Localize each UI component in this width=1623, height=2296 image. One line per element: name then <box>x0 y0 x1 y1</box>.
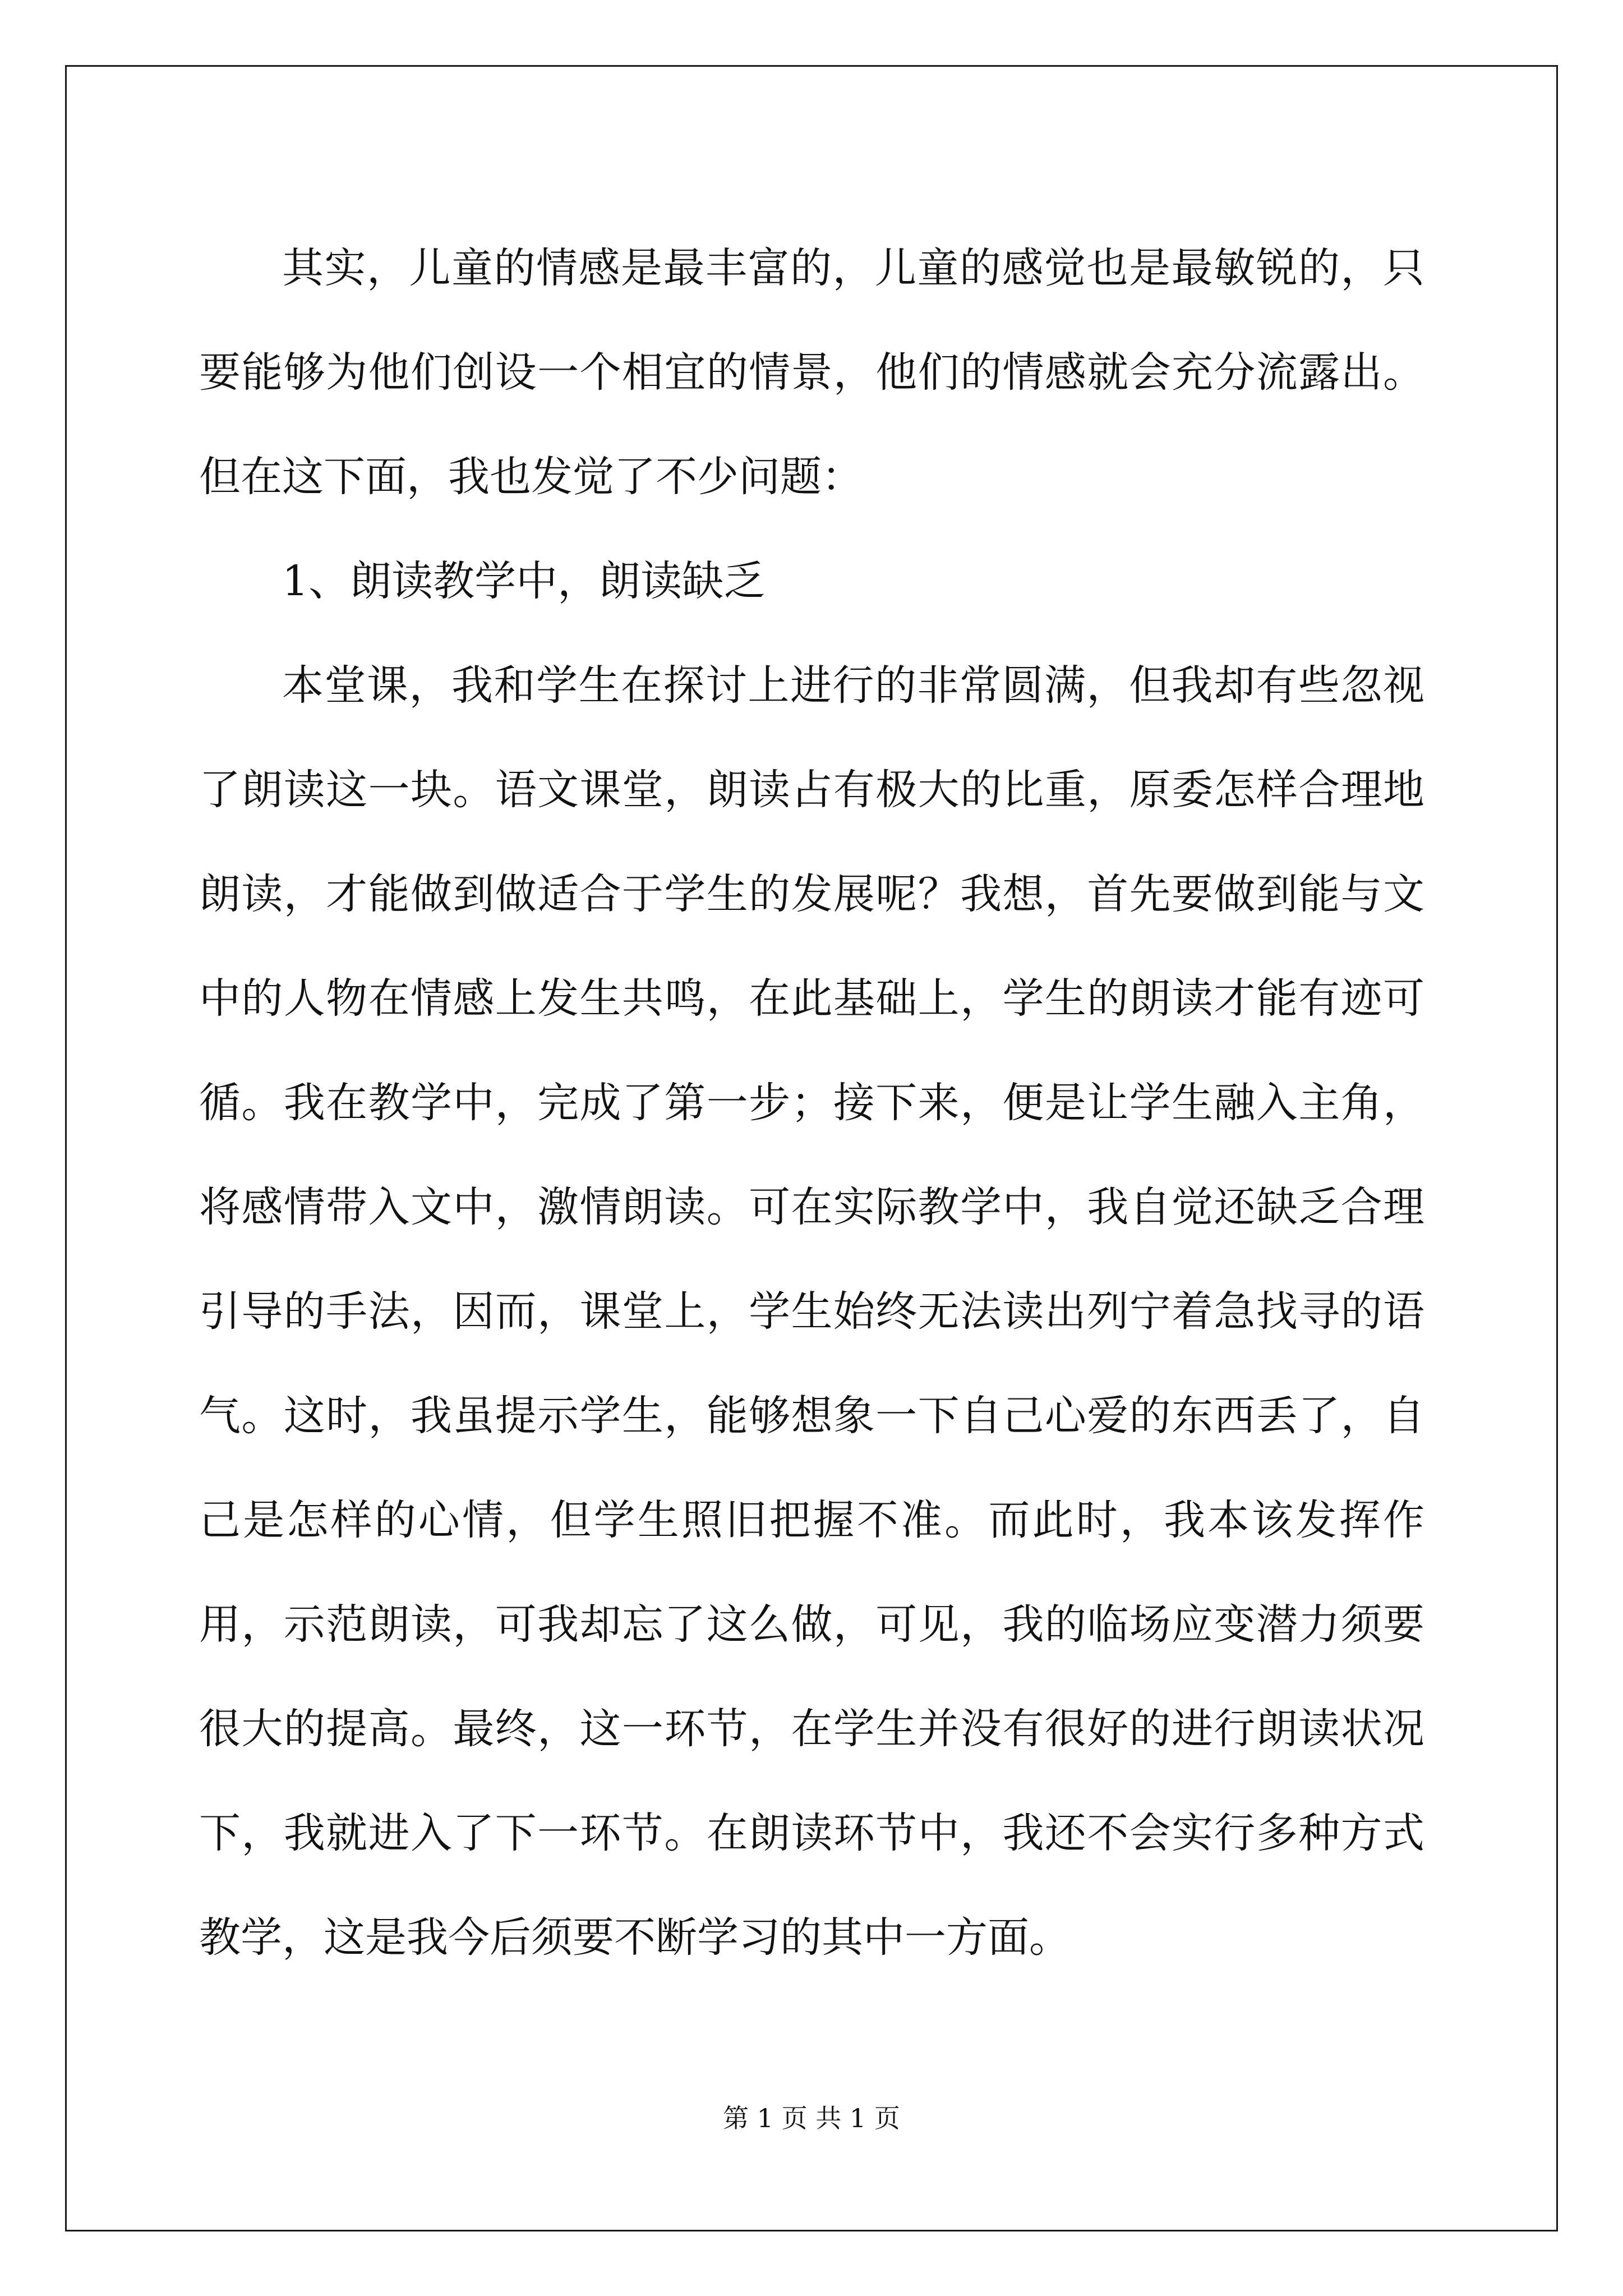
paragraph-reflection: 本堂课，我和学生在探讨上进行的非常圆满，但我却有些忽视了朗读这一块。语文课堂，朗读占有极大的比重，原委怎样合理地朗读，才能做到做适合于学生的发展呢？我想，首先要做到能与文中的人物在情感上发生共鸣，在此基础上，学生的朗读才能有迹可循。我在教学中，完成了第一步；接下来，便是让学生融入主角，将感情带入文中，激情朗读。可在实际教学中，我自觉还缺乏合理引导的手法，因而，课堂上，学生始终无法读出列宁着急找寻的语气。这时，我虽提示学生，能够想象一下自己心爱的东西丢了，自己是怎样的心情，但学生照旧把握不准。而此时，我本该发挥作用，示范朗读，可我却忘了这么做，可见，我的临场应变潜力须要很大的提高。最终，这一环节，在学生并没有很好的进行朗读状况下，我就进入了下一环节。在朗读环节中，我还不会实行多种方式教学，这是我今后须要不断学习的其中一方面。 <box>199 661 1424 1962</box>
document-body <box>199 216 1424 1990</box>
section-heading: 1、朗读教学中，朗读缺乏 <box>282 557 766 605</box>
paragraph-intro: 其实，儿童的情感是最丰富的，儿童的感觉也是最敏锐的，只要能够为他们创设一个相宜的情景，他们的情感就会充分流露出。但在这下面，我也发觉了不少问题： <box>199 244 1424 501</box>
page-footer: 第 1 页 共 1 页 <box>723 2103 900 2133</box>
